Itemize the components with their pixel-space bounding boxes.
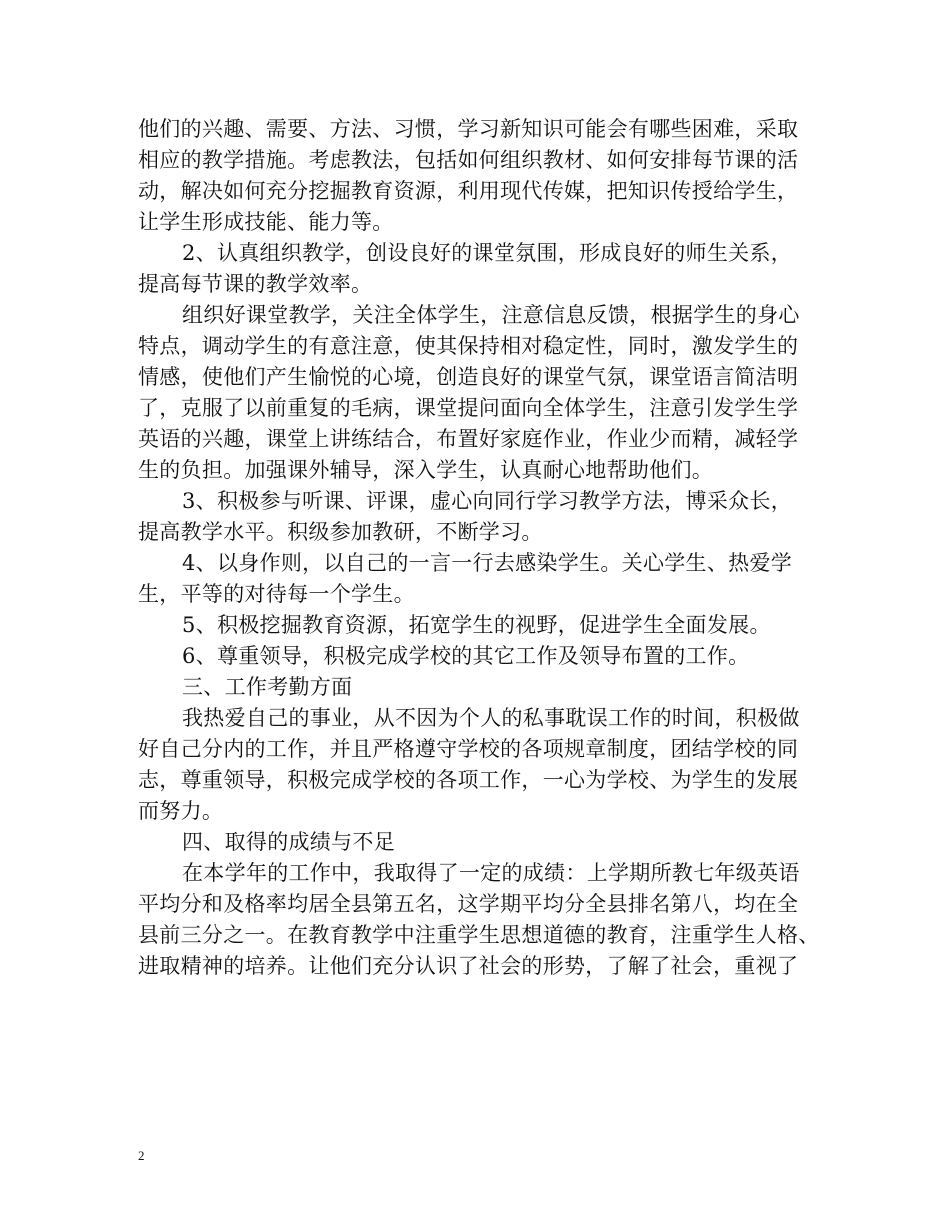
text-line: 动，解决如何充分挖掘教育资源，利用现代传媒，把知识传授给学生，	[138, 179, 799, 203]
text-line: 特点，调动学生的有意注意，使其保持相对稳定性，同时，激发学生的	[138, 334, 799, 358]
text-line: 县前三分之一。在教育教学中注重学生思想道德的教育，注重学生人格、	[138, 923, 820, 947]
text-line: 让学生形成技能、能力等。	[138, 210, 394, 234]
text-line: 提高教学水平。积级参加教研，不断学习。	[138, 520, 543, 544]
text-line: 2、认真组织教学，创设良好的课堂氛围，形成良好的师生关系，	[182, 241, 793, 265]
page-number: 2	[138, 1148, 145, 1163]
text-line: 三、工作考勤方面	[182, 675, 353, 699]
text-line: 他们的兴趣、需要、方法、习惯，学习新知识可能会有哪些困难，采取	[138, 117, 799, 141]
text-line: 四、取得的成绩与不足	[182, 830, 395, 854]
text-line: 平均分和及格率均居全县第五名，这学期平均分全县排名第八，均在全	[138, 892, 799, 916]
text-line: 组织好课堂教学，关注全体学生，注意信息反馈，根据学生的身心	[182, 303, 800, 327]
text-line: 生，平等的对待每一个学生。	[138, 582, 415, 606]
text-line: 情感，使他们产生愉悦的心境，创造良好的课堂气氛，课堂语言简洁明	[138, 365, 799, 389]
text-line: 4、以身作则，以自己的一言一行去感染学生。关心学生、热爱学	[182, 551, 793, 575]
text-line: 好自己分内的工作，并且严格遵守学校的各项规章制度，团结学校的同	[138, 737, 799, 761]
text-line: 英语的兴趣，课堂上讲练结合，布置好家庭作业，作业少而精，减轻学	[138, 427, 799, 451]
text-line: 3、积极参与听课、评课，虚心向同行学习教学方法，博采众长，	[182, 489, 793, 513]
text-line: 我热爱自己的事业，从不因为个人的私事耽误工作的时间，积极做	[182, 706, 800, 730]
text-line: 生的负担。加强课外辅导，深入学生，认真耐心地帮助他们。	[138, 458, 714, 482]
text-line: 5、积极挖掘教育资源，拓宽学生的视野，促进学生全面发展。	[182, 613, 771, 637]
text-line: 6、尊重领导，积极完成学校的其它工作及领导布置的工作。	[182, 644, 750, 668]
text-line: 了，克服了以前重复的毛病，课堂提问面向全体学生，注意引发学生学	[138, 396, 799, 420]
text-line: 而努力。	[138, 799, 224, 823]
text-line: 提高每节课的教学效率。	[138, 272, 373, 296]
text-line: 在本学年的工作中，我取得了一定的成绩：上学期所教七年级英语	[182, 861, 800, 885]
text-line: 进取精神的培养。让他们充分认识了社会的形势，了解了社会，重视了	[138, 954, 799, 978]
document-body	[138, 114, 828, 982]
text-line: 相应的教学措施。考虑教法，包括如何组织教材、如何安排每节课的活	[138, 148, 799, 172]
text-line: 志，尊重领导，积极完成学校的各项工作，一心为学校、为学生的发展	[138, 768, 799, 792]
